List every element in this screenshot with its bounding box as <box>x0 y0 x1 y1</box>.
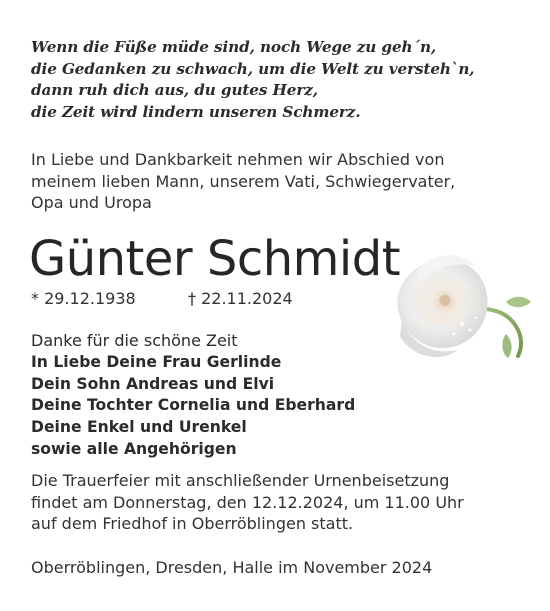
mourner-line: sowie alle Angehörigen <box>31 439 237 458</box>
mourner-line: Deine Enkel und Urenkel <box>31 418 247 437</box>
deceased-name: Günter Schmidt <box>29 231 401 287</box>
ceremony-line: findet am Donnerstag, den 12.12.2024, um 11.00 Uhr <box>31 492 464 512</box>
poem <box>31 37 531 123</box>
thanks-intro: Danke für die schöne Zeit <box>31 331 238 350</box>
mourner-line: Dein Sohn Andreas und Elvi <box>31 374 275 393</box>
poem-line: Wenn die Füße müde sind, noch Wege zu geh´n, <box>31 38 437 56</box>
intro-line: meinem lieben Mann, unserem Vati, Schwiegervater, <box>31 171 456 191</box>
place-and-date: Oberröblingen, Dresden, Halle im November 2024 <box>31 558 433 577</box>
mourner-line: In Liebe Deine Frau Gerlinde <box>31 352 282 371</box>
mourner-line: Deine Tochter Cornelia und Eberhard <box>31 396 356 415</box>
death-date: † 22.11.2024 <box>188 289 293 308</box>
birth-date: * 29.12.1938 <box>31 289 136 308</box>
ceremony-line: auf dem Friedhof in Oberröblingen statt. <box>31 514 354 533</box>
funeral-ceremony-info <box>31 470 531 535</box>
intro-line: Opa und Uropa <box>31 193 152 212</box>
poem-line: dann ruh dich aus, du gutes Herz, <box>31 81 318 99</box>
intro-line: In Liebe und Dankbarkeit nehmen wir Abschied von <box>31 150 445 169</box>
poem-line: die Zeit wird lindern unseren Schmerz. <box>31 102 361 121</box>
thanks-block <box>31 330 411 461</box>
farewell-intro <box>31 149 521 214</box>
ceremony-line: Die Trauerfeier mit anschließender Urnenbeisetzung <box>31 471 450 490</box>
poem-line: die Gedanken zu schwach, um die Welt zu versteh`n, <box>31 59 475 78</box>
